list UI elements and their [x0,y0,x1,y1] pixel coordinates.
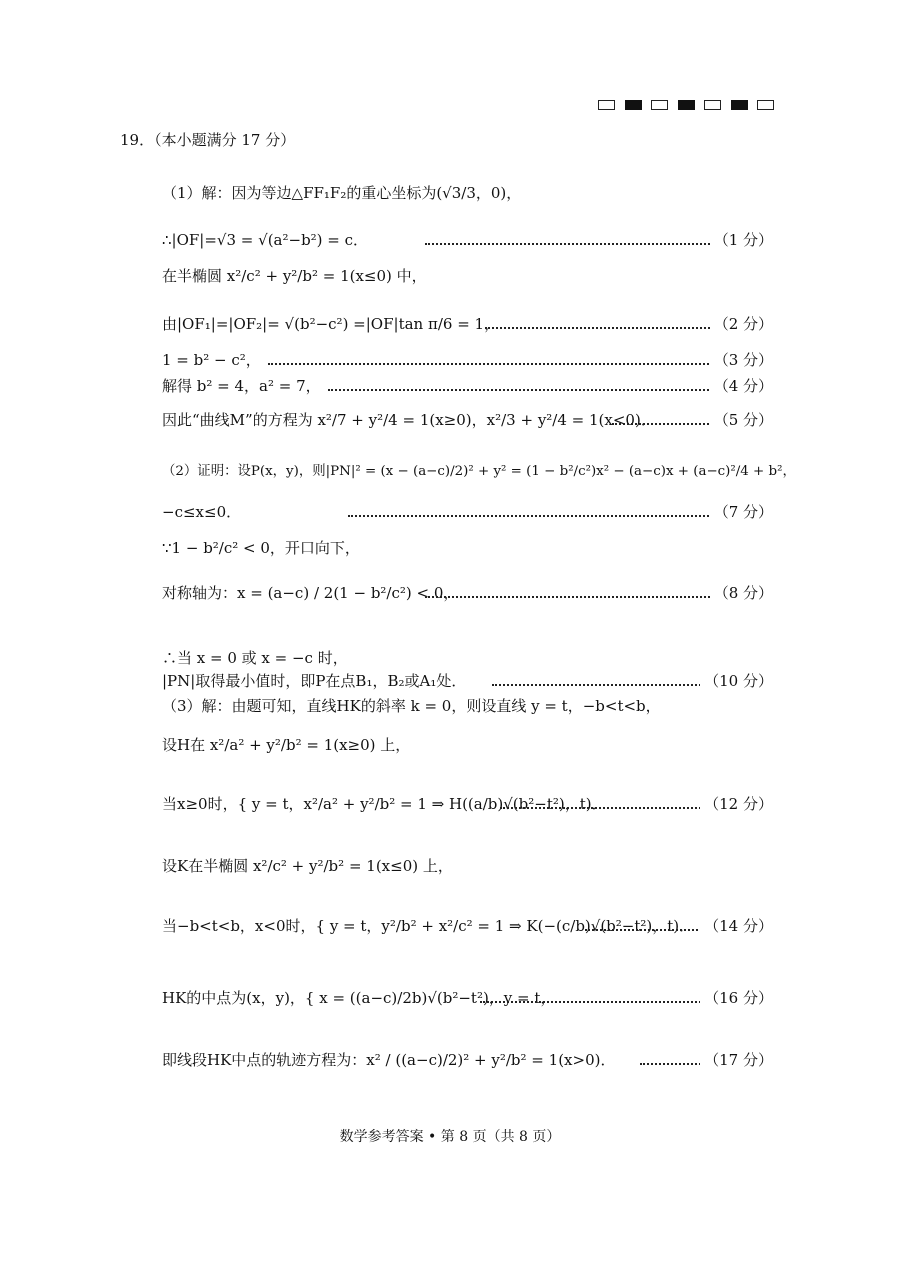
header-mark [651,100,668,110]
part1-line2: 在半椭圆 x²/c² + y²/b² = 1(x≤0) 中， [162,267,427,285]
part1-line5: 解得 b² = 4，a² = 7， [162,377,321,395]
score-dots [485,314,773,334]
header-mark [731,100,748,110]
part2-line2: −c≤x≤0． [162,503,242,521]
score-dots [612,410,773,430]
score-label: （2 分） [710,314,773,334]
header-mark [757,100,774,110]
score-dots [500,794,773,814]
part3-line3: 当x≥0时，{ y = t，x²/a² + y²/b² = 1 ⇒ H((a/b)√(b²−t²)，t)． [162,795,607,813]
score-dots [328,376,773,396]
header-mark [625,100,642,110]
part3-line2: 设H在 x²/a² + y²/b² = 1(x≥0) 上， [162,736,411,754]
part3-line6: HK的中点为(x，y)，{ x = ((a−c)/2b)√(b²−t²)，y = t， [162,989,556,1007]
part1-line1: ∴|OF|=√3 = √(a²−b²) = c． [162,231,369,249]
score-label: （16 分） [700,988,773,1008]
part3-line4: 设K在半椭圆 x²/c² + y²/b² = 1(x≤0) 上， [162,857,453,875]
score-label: （5 分） [710,410,773,430]
score-label: （17 分） [700,1050,773,1070]
score-dots [348,502,773,522]
part2-line6: |PN|取得最小值时，即P在点B₁，B₂或A₁处． [162,672,467,690]
part3-line1: （3）解：由题可知，直线HK的斜率 k = 0，则设直线 y = t，−b<t<b， [162,697,661,715]
score-label: （7 分） [710,502,773,522]
part2-line5: ∴当 x = 0 或 x = −c 时， [162,649,348,667]
score-dots [492,671,773,691]
header-mark [678,100,695,110]
header-mark [704,100,721,110]
part3-line5: 当−b<t<b，x<0时，{ y = t，y²/b² + x²/c² = 1 ⇒ K(−(c/b)√(b²−t²)，t)． [162,917,695,935]
score-dots [425,230,773,250]
score-dots [425,583,773,603]
score-label: （14 分） [700,916,773,936]
part1-line3: 由|OF₁|=|OF₂|= √(b²−c²) =|OF|tan π/6 = 1， [162,315,500,333]
score-label: （1 分） [710,230,773,250]
score-label: （10 分） [700,671,773,691]
score-dots [480,988,773,1008]
part1-line4: 1 = b² − c²， [162,351,261,369]
part1-intro: （1）解：因为等边△FF₁F₂的重心坐标为(√3/3，0)， [162,184,522,202]
score-label: （4 分） [710,376,773,396]
score-label: （3 分） [710,350,773,370]
score-dots [268,350,773,370]
score-dots [640,1050,773,1070]
question-title: 19．（本小题满分 17 分） [120,131,296,149]
part2-line4: 对称轴为：x = (a−c) / 2(1 − b²/c²) < 0， [162,584,459,602]
part2-line3: ∵1 − b²/c² < 0，开口向下， [162,539,360,557]
score-dots [585,916,773,936]
part2-line1: （2）证明：设P(x，y)，则|PN|² = (x − (a−c)/2)² + y² = (1 − b²/c²)x² − (a−c)x + (a−c)²/4 + b²， [162,464,796,479]
part1-line6: 因此“曲线M”的方程为 x²/7 + y²/4 = 1(x≥0)，x²/3 + y²/4 = 1(x<0)． [162,411,656,429]
score-label: （12 分） [700,794,773,814]
header-mark [598,100,615,110]
part3-line7: 即线段HK中点的轨迹方程为：x² / ((a−c)/2)² + y²/b² = 1(x>0)． [162,1051,616,1069]
score-label: （8 分） [710,583,773,603]
page-footer: 数学参考答案 • 第 8 页（共 8 页） [339,1129,561,1145]
